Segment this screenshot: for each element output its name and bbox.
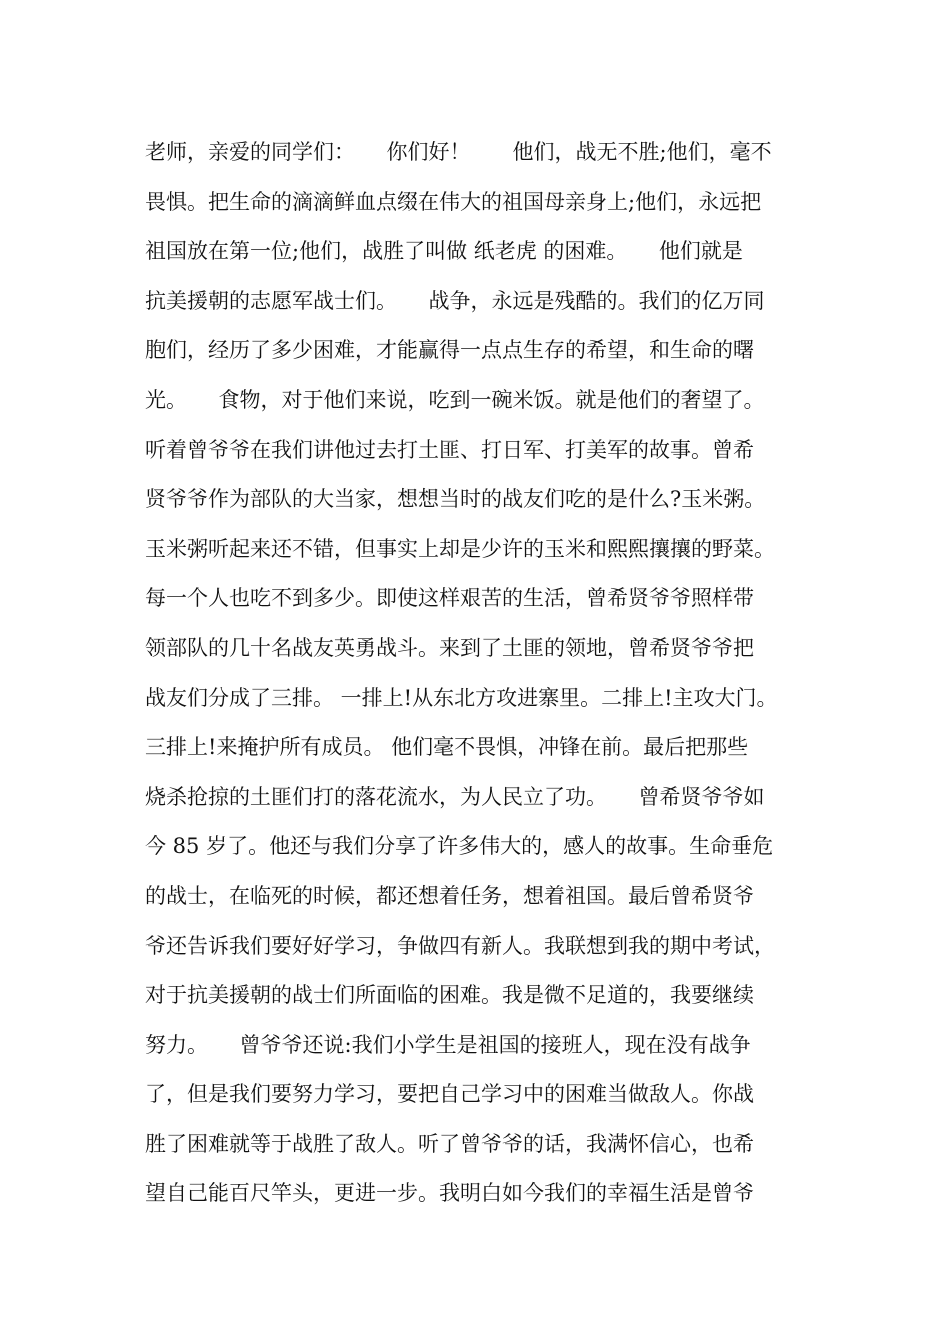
body-text-line-8: 贤爷爷作为部队的大当家，想想当时的战友们吃的是什么?玉米粥。 <box>145 487 766 512</box>
body-text-line-2: 畏惧。把生命的滴滴鲜血点缀在伟大的祖国母亲身上;他们，永远把 <box>145 189 762 214</box>
body-text-line-12: 战友们分成了三排。 一排上!从东北方攻进寨里。二排上!主攻大门。 <box>145 685 778 710</box>
body-text-line-19: 努力。 曾爷爷还说:我们小学生是祖国的接班人，现在没有战争 <box>145 1032 751 1057</box>
body-text-line-16: 的战士，在临死的时候，都还想着任务，想着祖国。最后曾希贤爷 <box>145 883 754 908</box>
body-text-line-10: 每一个人也吃不到多少。即使这样艰苦的生活，曾希贤爷爷照样带 <box>145 586 754 611</box>
body-text-line-11: 领部队的几十名战友英勇战斗。来到了土匪的领地，曾希贤爷爷把 <box>145 635 754 660</box>
body-text-line-15: 今 85 岁了。他还与我们分享了许多伟大的，感人的故事。生命垂危 <box>145 834 774 859</box>
body-text-line-22: 望自己能百尺竿头，更进一步。我明白如今我们的幸福生活是曾爷 <box>145 1181 754 1206</box>
body-text-line-1: 老师，亲爱的同学们： 你们好！ 他们，战无不胜;他们，毫不 <box>145 140 772 164</box>
body-text-line-3: 祖国放在第一位;他们，战胜了叫做 纸老虎 的困难。 他们就是 <box>145 239 743 264</box>
body-text-line-9: 玉米粥听起来还不错，但事实上却是少许的玉米和熙熙攘攘的野菜。 <box>145 536 775 561</box>
body-text-line-21: 胜了困难就等于战胜了敌人。听了曾爷爷的话，我满怀信心，也希 <box>145 1131 754 1156</box>
body-text-line-20: 了，但是我们要努力学习，要把自己学习中的困难当做敌人。你战 <box>145 1082 754 1107</box>
body-text-line-4: 抗美援朝的志愿军战士们。 战争，永远是残酷的。我们的亿万同 <box>145 288 765 313</box>
body-text-line-18: 对于抗美援朝的战士们所面临的困难。我是微不足道的，我要继续 <box>145 983 754 1008</box>
body-text-line-13: 三排上!来掩护所有成员。 他们毫不畏惧，冲锋在前。最后把那些 <box>145 735 749 760</box>
body-text-line-17: 爷还告诉我们要好好学习，争做四有新人。我联想到我的期中考试， <box>145 933 775 958</box>
body-text-line-6: 光。 食物，对于他们来说，吃到一碗米饭。就是他们的奢望了。 <box>145 387 765 412</box>
body-text-line-14: 烧杀抢掠的土匪们打的落花流水，为人民立了功。 曾希贤爷爷如 <box>145 784 765 809</box>
body-text-line-7: 听着曾爷爷在我们讲他过去打土匪、打日军、打美军的故事。曾希 <box>145 437 754 462</box>
body-text-line-5: 胞们，经历了多少困难，才能赢得一点点生存的希望，和生命的曙 <box>145 338 754 363</box>
document-body <box>145 128 825 1219</box>
